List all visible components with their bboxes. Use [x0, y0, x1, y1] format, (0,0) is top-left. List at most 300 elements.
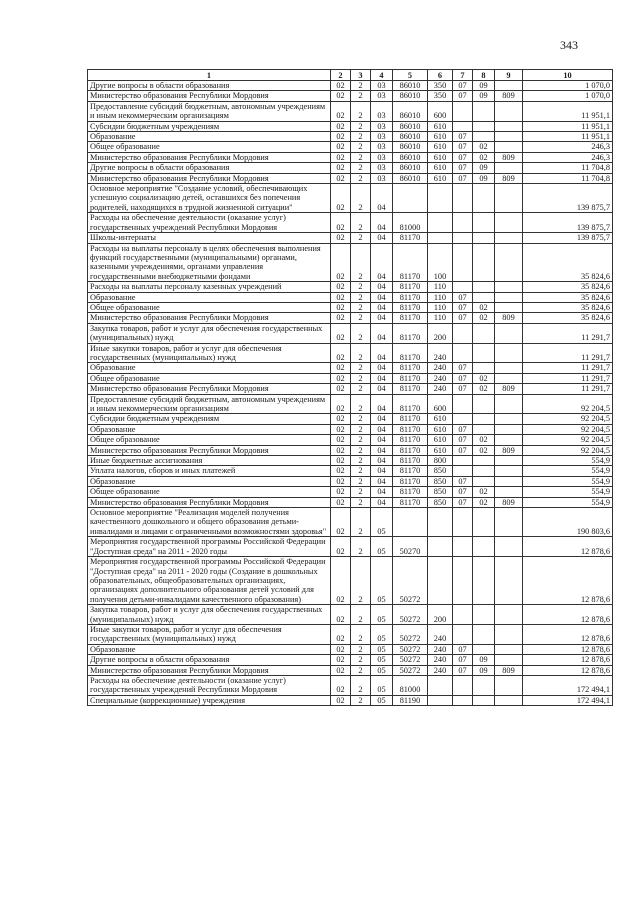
row-name-cell: Основное мероприятие "Реализация моделей получения качественного дошкольного и общего образования детьми-инвалидами и лицами с ограниченными возможностями здоровья" [88, 508, 331, 537]
code-direction-cell: 86010 [393, 173, 428, 183]
code-event-cell: 05 [371, 605, 393, 625]
code-subsection-cell [473, 121, 495, 131]
code-program-cell: 02 [331, 476, 351, 486]
row-name-cell: Расходы на выплаты персоналу казенных учреждений [88, 282, 331, 292]
code-ministry-cell [495, 557, 523, 605]
amount-cell: 554,9 [523, 497, 613, 507]
table-row [88, 163, 613, 173]
code-subprogram-cell: 2 [351, 373, 371, 383]
code-program-cell: 02 [331, 101, 351, 121]
code-subsection-cell: 02 [473, 445, 495, 455]
code-direction-cell: 81170 [393, 233, 428, 243]
code-expense-type-cell: 850 [428, 466, 453, 476]
code-subprogram-cell: 2 [351, 173, 371, 183]
code-section-cell: 07 [453, 644, 473, 654]
code-subprogram-cell: 2 [351, 132, 371, 142]
code-subsection-cell [473, 323, 495, 343]
code-event-cell: 04 [371, 302, 393, 312]
code-subsection-cell [473, 605, 495, 625]
table-row [88, 675, 613, 695]
code-event-cell: 04 [371, 435, 393, 445]
code-subsection-cell: 02 [473, 384, 495, 394]
code-ministry-cell [495, 414, 523, 424]
code-direction-cell: 81170 [393, 414, 428, 424]
code-section-cell [453, 282, 473, 292]
code-event-cell: 03 [371, 81, 393, 91]
amount-cell: 246,3 [523, 142, 613, 152]
row-name-cell: Министерство образования Республики Мордовия [88, 497, 331, 507]
code-subprogram-cell: 2 [351, 81, 371, 91]
code-section-cell [453, 233, 473, 243]
row-name-cell: Мероприятия государственной программы Российской Федерации "Доступная среда" на 2011 - 2020 годы (Создание в дошкольных образовательных, общеобразовательных организациях, организациях дополнительного образования детей условий для получения детьми-инвалидами качественного образования) [88, 557, 331, 605]
code-program-cell: 02 [331, 302, 351, 312]
code-direction-cell: 86010 [393, 163, 428, 173]
code-program-cell: 02 [331, 644, 351, 654]
table-row [88, 121, 613, 131]
code-event-cell: 03 [371, 121, 393, 131]
code-expense-type-cell [428, 508, 453, 537]
row-name-cell: Иные бюджетные ассигнования [88, 456, 331, 466]
code-subprogram-cell: 2 [351, 557, 371, 605]
code-ministry-cell [495, 624, 523, 644]
table-row [88, 323, 613, 343]
row-name-cell: Общее образование [88, 435, 331, 445]
code-direction-cell: 81170 [393, 323, 428, 343]
code-event-cell: 04 [371, 466, 393, 476]
code-expense-type-cell: 200 [428, 605, 453, 625]
table-row [88, 414, 613, 424]
code-event-cell: 04 [371, 313, 393, 323]
row-name-cell: Уплата налогов, сборов и иных платежей [88, 466, 331, 476]
code-event-cell: 04 [371, 243, 393, 282]
table-row [88, 557, 613, 605]
row-name-cell: Образование [88, 476, 331, 486]
code-direction-cell: 81000 [393, 213, 428, 233]
code-ministry-cell [495, 343, 523, 363]
code-expense-type-cell: 350 [428, 91, 453, 101]
code-direction-cell: 86010 [393, 81, 428, 91]
code-ministry-cell [495, 644, 523, 654]
table-row [88, 243, 613, 282]
code-expense-type-cell: 610 [428, 163, 453, 173]
column-header-9: 9 [495, 70, 523, 81]
code-event-cell: 04 [371, 282, 393, 292]
row-name-cell: Другие вопросы в области образования [88, 163, 331, 173]
row-name-cell: Образование [88, 644, 331, 654]
code-direction-cell [393, 508, 428, 537]
column-header-3: 3 [351, 70, 371, 81]
column-header-10: 10 [523, 70, 613, 81]
code-section-cell: 07 [453, 665, 473, 675]
code-direction-cell: 86010 [393, 152, 428, 162]
row-name-cell: Образование [88, 363, 331, 373]
code-direction-cell: 81170 [393, 384, 428, 394]
code-ministry-cell [495, 487, 523, 497]
amount-cell: 11 291,7 [523, 343, 613, 363]
table-row [88, 456, 613, 466]
code-expense-type-cell: 850 [428, 497, 453, 507]
code-subsection-cell [473, 424, 495, 434]
code-ministry-cell [495, 292, 523, 302]
code-expense-type-cell [428, 537, 453, 557]
budget-table [87, 69, 613, 706]
code-section-cell [453, 101, 473, 121]
code-expense-type-cell: 350 [428, 81, 453, 91]
code-subsection-cell [473, 233, 495, 243]
table-row [88, 313, 613, 323]
amount-cell: 11 291,7 [523, 323, 613, 343]
code-subprogram-cell: 2 [351, 91, 371, 101]
code-event-cell: 04 [371, 373, 393, 383]
amount-cell: 554,9 [523, 487, 613, 497]
code-direction-cell: 86010 [393, 91, 428, 101]
row-name-cell: Министерство образования Республики Мордовия [88, 445, 331, 455]
amount-cell: 1 070,0 [523, 81, 613, 91]
code-subsection-cell [473, 414, 495, 424]
code-subprogram-cell: 2 [351, 445, 371, 455]
code-subprogram-cell: 2 [351, 624, 371, 644]
code-ministry-cell [495, 537, 523, 557]
code-expense-type-cell: 610 [428, 121, 453, 131]
code-program-cell: 02 [331, 81, 351, 91]
code-subsection-cell [473, 508, 495, 537]
row-name-cell: Другие вопросы в области образования [88, 655, 331, 665]
code-subprogram-cell: 2 [351, 655, 371, 665]
code-program-cell: 02 [331, 91, 351, 101]
code-ministry-cell [495, 132, 523, 142]
code-ministry-cell [495, 302, 523, 312]
code-section-cell [453, 557, 473, 605]
table-body [88, 81, 613, 706]
amount-cell: 139 875,7 [523, 233, 613, 243]
code-event-cell: 04 [371, 424, 393, 434]
amount-cell: 172 494,1 [523, 695, 613, 705]
code-subsection-cell [473, 394, 495, 414]
code-program-cell: 02 [331, 121, 351, 131]
table-row [88, 184, 613, 213]
code-event-cell: 03 [371, 142, 393, 152]
amount-cell: 12 878,6 [523, 665, 613, 675]
code-subprogram-cell: 2 [351, 435, 371, 445]
row-name-cell: Образование [88, 292, 331, 302]
code-direction-cell: 50272 [393, 644, 428, 654]
row-name-cell: Общее образование [88, 142, 331, 152]
code-program-cell: 02 [331, 282, 351, 292]
row-name-cell: Субсидии бюджетным учреждениям [88, 414, 331, 424]
amount-cell: 35 824,6 [523, 292, 613, 302]
page-number: 343 [560, 38, 578, 52]
code-expense-type-cell: 110 [428, 302, 453, 312]
code-subsection-cell [473, 213, 495, 233]
code-ministry-cell [495, 163, 523, 173]
code-program-cell: 02 [331, 456, 351, 466]
row-name-cell: Министерство образования Республики Мордовия [88, 91, 331, 101]
code-subsection-cell: 02 [473, 302, 495, 312]
code-event-cell: 03 [371, 163, 393, 173]
code-ministry-cell: 809 [495, 665, 523, 675]
code-section-cell: 07 [453, 363, 473, 373]
amount-cell: 92 204,5 [523, 435, 613, 445]
code-subprogram-cell: 2 [351, 675, 371, 695]
code-program-cell: 02 [331, 132, 351, 142]
column-header-4: 4 [371, 70, 393, 81]
code-event-cell: 05 [371, 665, 393, 675]
row-name-cell: Основное мероприятие "Создание условий, обеспечивающих успешную социализацию детей, оставшихся без попечения родителей, находящихся в трудной жизненной ситуации" [88, 184, 331, 213]
code-expense-type-cell: 100 [428, 243, 453, 282]
code-subprogram-cell: 2 [351, 644, 371, 654]
code-ministry-cell [495, 233, 523, 243]
code-section-cell [453, 243, 473, 282]
code-event-cell: 05 [371, 675, 393, 695]
code-section-cell: 07 [453, 497, 473, 507]
code-event-cell: 04 [371, 292, 393, 302]
code-expense-type-cell: 610 [428, 435, 453, 445]
row-name-cell: Иные закупки товаров, работ и услуг для обеспечения государственных (муниципальных) нужд [88, 624, 331, 644]
code-direction-cell: 81170 [393, 394, 428, 414]
code-subsection-cell [473, 695, 495, 705]
code-direction-cell: 86010 [393, 101, 428, 121]
table-row [88, 445, 613, 455]
code-event-cell: 04 [371, 323, 393, 343]
table-row [88, 373, 613, 383]
amount-cell: 190 803,6 [523, 508, 613, 537]
code-direction-cell: 81170 [393, 343, 428, 363]
amount-cell: 139 875,7 [523, 213, 613, 233]
code-direction-cell: 50272 [393, 557, 428, 605]
amount-cell: 554,9 [523, 476, 613, 486]
code-event-cell: 05 [371, 508, 393, 537]
table-row [88, 537, 613, 557]
code-subprogram-cell: 2 [351, 184, 371, 213]
amount-cell: 1 070,0 [523, 91, 613, 101]
code-program-cell: 02 [331, 424, 351, 434]
code-section-cell [453, 466, 473, 476]
code-ministry-cell [495, 213, 523, 233]
code-direction-cell: 81170 [393, 466, 428, 476]
code-direction-cell: 81170 [393, 435, 428, 445]
code-section-cell: 07 [453, 487, 473, 497]
code-section-cell [453, 456, 473, 466]
row-name-cell: Закупка товаров, работ и услуг для обеспечения государственных (муниципальных) нужд [88, 323, 331, 343]
amount-cell: 172 494,1 [523, 675, 613, 695]
code-program-cell: 02 [331, 675, 351, 695]
code-subsection-cell [473, 456, 495, 466]
code-expense-type-cell: 610 [428, 414, 453, 424]
code-subprogram-cell: 2 [351, 323, 371, 343]
column-header-8: 8 [473, 70, 495, 81]
code-event-cell: 04 [371, 445, 393, 455]
code-ministry-cell [495, 456, 523, 466]
code-ministry-cell: 809 [495, 497, 523, 507]
code-subsection-cell [473, 466, 495, 476]
amount-cell: 139 875,7 [523, 184, 613, 213]
code-section-cell [453, 394, 473, 414]
code-expense-type-cell: 610 [428, 132, 453, 142]
code-ministry-cell: 809 [495, 91, 523, 101]
code-section-cell: 07 [453, 132, 473, 142]
code-direction-cell: 81170 [393, 243, 428, 282]
column-header-1: 1 [88, 70, 331, 81]
code-subsection-cell: 09 [473, 665, 495, 675]
code-subsection-cell: 09 [473, 81, 495, 91]
table-row [88, 81, 613, 91]
row-name-cell: Специальные (коррекционные) учреждения [88, 695, 331, 705]
code-subsection-cell: 09 [473, 91, 495, 101]
code-event-cell: 04 [371, 497, 393, 507]
table-row [88, 655, 613, 665]
row-name-cell: Министерство образования Республики Мордовия [88, 665, 331, 675]
code-ministry-cell: 809 [495, 313, 523, 323]
code-ministry-cell [495, 394, 523, 414]
amount-cell: 35 824,6 [523, 313, 613, 323]
column-header-7: 7 [453, 70, 473, 81]
column-header-2: 2 [331, 70, 351, 81]
code-section-cell: 07 [453, 313, 473, 323]
code-direction-cell: 81170 [393, 456, 428, 466]
code-ministry-cell [495, 81, 523, 91]
code-subsection-cell [473, 675, 495, 695]
code-program-cell: 02 [331, 508, 351, 537]
code-direction-cell: 50272 [393, 624, 428, 644]
code-ministry-cell [495, 363, 523, 373]
code-expense-type-cell: 610 [428, 424, 453, 434]
code-section-cell: 07 [453, 476, 473, 486]
code-direction-cell: 81170 [393, 424, 428, 434]
code-subsection-cell [473, 343, 495, 363]
code-direction-cell: 81170 [393, 373, 428, 383]
table-row [88, 695, 613, 705]
table-row [88, 213, 613, 233]
code-subprogram-cell: 2 [351, 665, 371, 675]
code-section-cell: 07 [453, 435, 473, 445]
table-row [88, 292, 613, 302]
code-subsection-cell [473, 557, 495, 605]
code-expense-type-cell: 240 [428, 644, 453, 654]
code-event-cell: 04 [371, 414, 393, 424]
code-program-cell: 02 [331, 142, 351, 152]
code-expense-type-cell: 850 [428, 487, 453, 497]
code-event-cell: 04 [371, 394, 393, 414]
code-program-cell: 02 [331, 665, 351, 675]
code-section-cell [453, 605, 473, 625]
code-ministry-cell: 809 [495, 384, 523, 394]
amount-cell: 35 824,6 [523, 302, 613, 312]
amount-cell: 12 878,6 [523, 644, 613, 654]
amount-cell: 11 704,8 [523, 163, 613, 173]
code-program-cell: 02 [331, 373, 351, 383]
row-name-cell: Субсидии бюджетным учреждениям [88, 121, 331, 131]
code-direction-cell: 81170 [393, 445, 428, 455]
code-subsection-cell [473, 132, 495, 142]
table-row [88, 435, 613, 445]
code-section-cell [453, 537, 473, 557]
amount-cell: 11 291,7 [523, 373, 613, 383]
code-section-cell: 07 [453, 424, 473, 434]
code-subsection-cell [473, 184, 495, 213]
code-program-cell: 02 [331, 243, 351, 282]
code-subsection-cell [473, 282, 495, 292]
code-ministry-cell [495, 476, 523, 486]
code-event-cell: 04 [371, 233, 393, 243]
code-ministry-cell: 809 [495, 445, 523, 455]
code-subprogram-cell: 2 [351, 695, 371, 705]
code-ministry-cell [495, 424, 523, 434]
code-ministry-cell: 809 [495, 173, 523, 183]
code-subprogram-cell: 2 [351, 456, 371, 466]
code-subprogram-cell: 2 [351, 414, 371, 424]
code-subsection-cell: 02 [473, 487, 495, 497]
code-program-cell: 02 [331, 487, 351, 497]
code-expense-type-cell: 610 [428, 142, 453, 152]
code-expense-type-cell: 800 [428, 456, 453, 466]
code-subprogram-cell: 2 [351, 313, 371, 323]
code-subsection-cell: 09 [473, 173, 495, 183]
code-program-cell: 02 [331, 323, 351, 343]
code-program-cell: 02 [331, 184, 351, 213]
code-subsection-cell: 02 [473, 373, 495, 383]
code-subprogram-cell: 2 [351, 363, 371, 373]
row-name-cell: Другие вопросы в области образования [88, 81, 331, 91]
code-subprogram-cell: 2 [351, 213, 371, 233]
code-subprogram-cell: 2 [351, 121, 371, 131]
code-expense-type-cell [428, 557, 453, 605]
code-ministry-cell [495, 695, 523, 705]
code-ministry-cell [495, 101, 523, 121]
code-program-cell: 02 [331, 313, 351, 323]
amount-cell: 92 204,5 [523, 445, 613, 455]
code-section-cell: 07 [453, 173, 473, 183]
code-subsection-cell [473, 292, 495, 302]
code-section-cell [453, 121, 473, 131]
code-expense-type-cell: 200 [428, 323, 453, 343]
amount-cell: 11 951,1 [523, 121, 613, 131]
code-section-cell [453, 695, 473, 705]
code-expense-type-cell: 240 [428, 363, 453, 373]
code-ministry-cell [495, 466, 523, 476]
code-direction-cell: 81170 [393, 282, 428, 292]
table-row [88, 487, 613, 497]
amount-cell: 35 824,6 [523, 243, 613, 282]
code-subsection-cell [473, 644, 495, 654]
row-name-cell: Образование [88, 424, 331, 434]
code-program-cell: 02 [331, 445, 351, 455]
code-ministry-cell [495, 605, 523, 625]
table-row [88, 363, 613, 373]
table-row [88, 624, 613, 644]
table-row [88, 497, 613, 507]
code-event-cell: 04 [371, 363, 393, 373]
code-subsection-cell: 02 [473, 435, 495, 445]
code-subprogram-cell: 2 [351, 101, 371, 121]
code-direction-cell: 50270 [393, 537, 428, 557]
code-event-cell: 05 [371, 644, 393, 654]
code-expense-type-cell: 240 [428, 624, 453, 644]
code-direction-cell: 81000 [393, 675, 428, 695]
table-row [88, 343, 613, 363]
table-row [88, 644, 613, 654]
code-expense-type-cell: 600 [428, 394, 453, 414]
code-section-cell [453, 508, 473, 537]
code-subsection-cell: 02 [473, 142, 495, 152]
code-expense-type-cell: 600 [428, 101, 453, 121]
code-event-cell: 03 [371, 132, 393, 142]
amount-cell: 92 204,5 [523, 414, 613, 424]
code-event-cell: 04 [371, 184, 393, 213]
code-direction-cell: 81170 [393, 487, 428, 497]
code-subprogram-cell: 2 [351, 537, 371, 557]
code-direction-cell: 50272 [393, 655, 428, 665]
row-name-cell: Закупка товаров, работ и услуг для обеспечения государственных (муниципальных) нужд [88, 605, 331, 625]
